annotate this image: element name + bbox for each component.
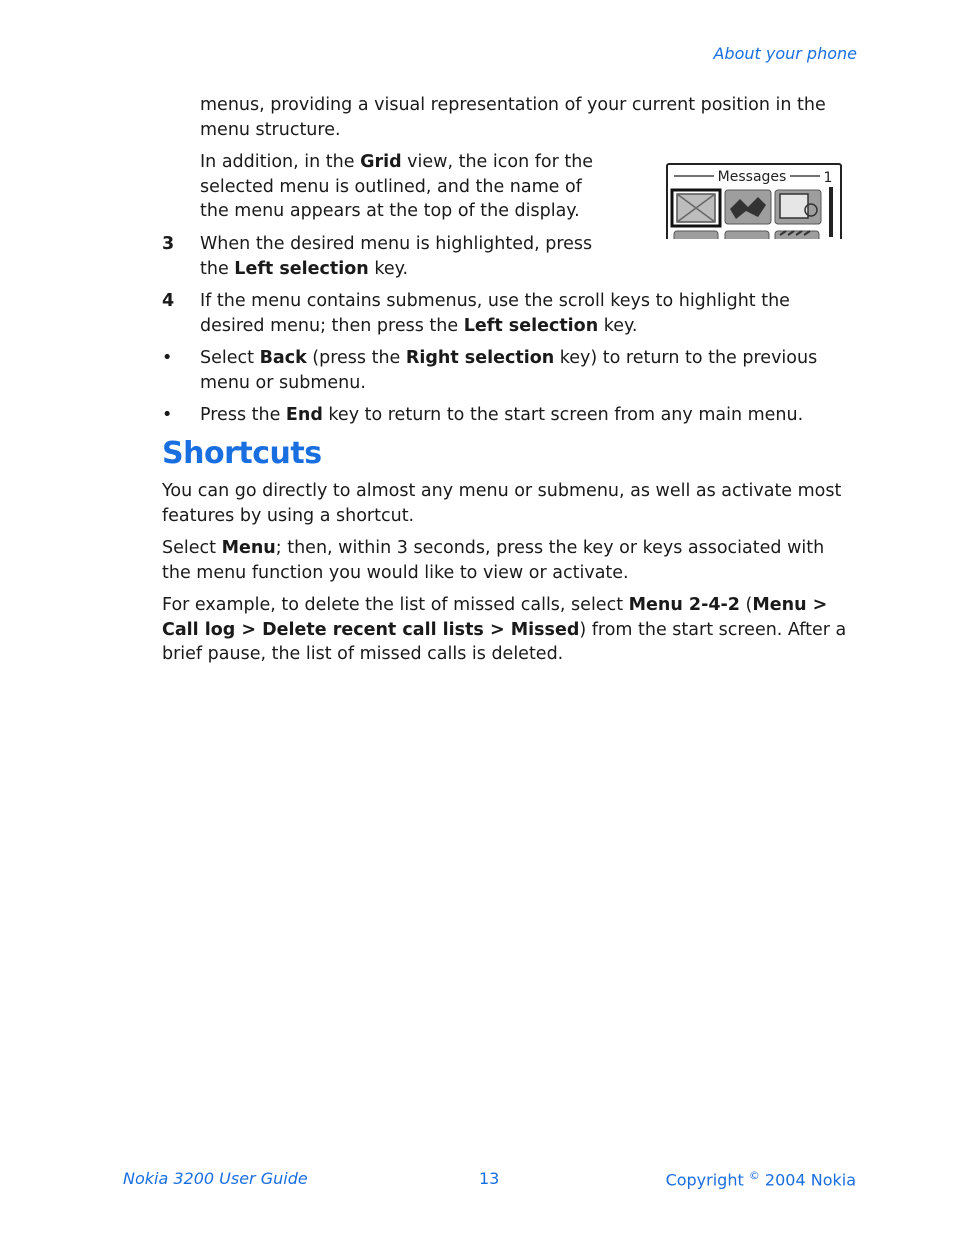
footer-copyright: Copyright © 2004 Nokia [665, 1169, 856, 1190]
shortcuts-paragraph-3: For example, to delete the list of missed calls, select Menu 2-4-2 (Menu > Call log > Delete recent call lists > Missed) from the start screen. After a brief pause, the list of missed calls is deleted. [162, 595, 847, 664]
phone-screen-graphic [666, 163, 842, 239]
phone-grid-illustration [666, 163, 842, 239]
phone-menu-number: 1 [823, 170, 833, 186]
footer-page-number: 13 [479, 1169, 500, 1188]
shortcuts-paragraph-2: Select Menu; then, within 3 seconds, press the key or keys associated with the menu function you would like to view or activate. [162, 538, 825, 583]
running-header: About your phone [713, 44, 857, 63]
bullet-marker: • [162, 405, 173, 425]
bullet-back-text: Select Back (press the Right selection key) to return to the previous menu or submenu. [200, 348, 818, 393]
settings-icon [674, 231, 718, 239]
grid-view-paragraph: In addition, in the Grid view, the icon for the selected menu is outlined, and the name of the menu appears at the top of the display. [200, 152, 594, 221]
bullet-marker: • [162, 348, 173, 368]
step-4-text: If the menu contains submenus, use the scroll keys to highlight the desired menu; then press the Left selection key. [200, 291, 790, 336]
gallery-icon [725, 231, 769, 239]
step-number-4: 4 [162, 291, 175, 311]
phone-menu-title: Messages [717, 169, 787, 185]
section-heading-shortcuts: Shortcuts [162, 436, 322, 471]
step-number-3: 3 [162, 234, 175, 254]
step-3-text: When the desired menu is highlighted, press the Left selection key. [200, 234, 593, 279]
bullet-end-text: Press the End key to return to the start screen from any main menu. [200, 405, 804, 425]
intro-paragraph: menus, providing a visual representation of your current position in the menu structure. [200, 95, 826, 140]
footer-guide-title: Nokia 3200 User Guide [123, 1169, 308, 1188]
shortcuts-paragraph-1: You can go directly to almost any menu or submenu, as well as activate most features by using a shortcut. [162, 481, 842, 526]
